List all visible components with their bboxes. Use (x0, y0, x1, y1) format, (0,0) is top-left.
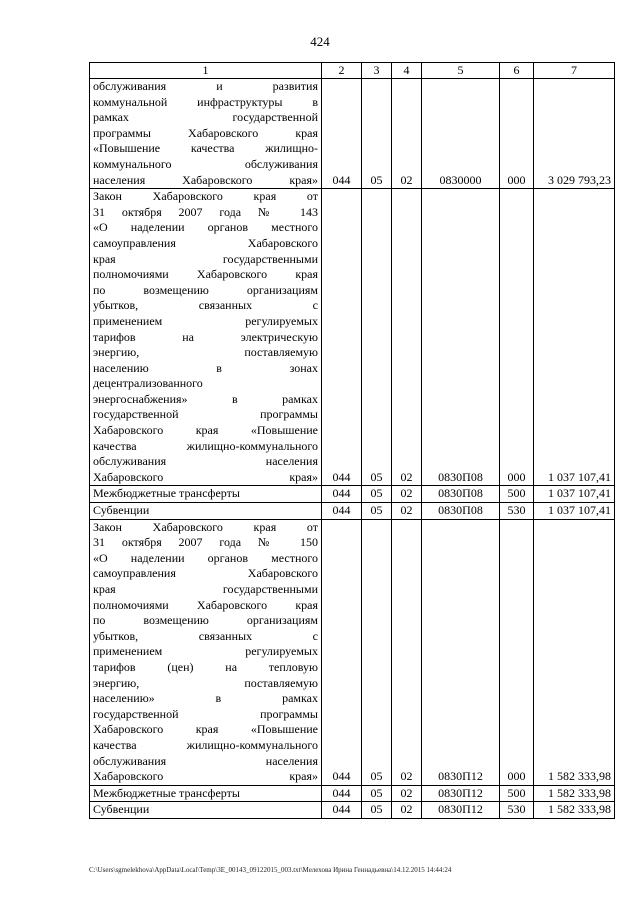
expense-type-cell: 530 (500, 802, 534, 819)
row-name-line: Субвенции (93, 802, 150, 817)
target-article-cell: 0830П12 (422, 519, 500, 785)
row-name-line: применением регулируемых (93, 313, 318, 328)
code-cell: 044 (322, 519, 362, 785)
row-name-line: Межбюджетные трансферты (93, 486, 240, 501)
row-name-line: тарифов на электрическую (93, 329, 318, 344)
amount-cell: 1 037 107,41 (534, 189, 615, 486)
target-article-cell: 0830П12 (422, 802, 500, 819)
row-name-line: тарифов (цен) на тепловую (93, 659, 318, 674)
row-name-line: Закон Хабаровского края от (93, 519, 318, 534)
code-cell: 044 (322, 486, 362, 503)
section-cell: 05 (362, 519, 392, 785)
row-name-line: применением регулируемых (93, 644, 318, 659)
row-name-cell (90, 486, 322, 503)
target-article-cell: 0830П08 (422, 486, 500, 503)
code-cell: 044 (322, 189, 362, 486)
subsection-cell: 02 (392, 189, 422, 486)
expense-type-cell: 530 (500, 503, 534, 520)
row-name-cell (90, 189, 322, 486)
row-name-line: рамках государственной (93, 110, 318, 125)
row-name-line: программы Хабаровского края (93, 125, 318, 140)
code-cell: 044 (322, 802, 362, 819)
row-name-line: энергоснабжения» в рамках (93, 391, 318, 406)
column-header: 7 (534, 63, 615, 79)
row-name-cell (90, 519, 322, 785)
subsection-cell: 02 (392, 503, 422, 520)
table-row (90, 785, 615, 802)
row-name-line: децентрализованного (93, 376, 203, 391)
amount-cell: 1 037 107,41 (534, 486, 615, 503)
row-name-line: Хабаровского края» (93, 469, 318, 484)
code-cell: 044 (322, 785, 362, 802)
section-cell: 05 (362, 486, 392, 503)
row-name-line: Хабаровского края «Повышение (93, 722, 318, 737)
row-name-line: «О наделении органов местного (93, 550, 318, 565)
row-name-line: государственной программы (93, 706, 318, 721)
subsection-cell: 02 (392, 79, 422, 189)
amount-cell: 1 582 333,98 (534, 802, 615, 819)
expense-type-cell: 000 (500, 189, 534, 486)
section-cell: 05 (362, 802, 392, 819)
column-header: 3 (362, 63, 392, 79)
row-name-line: самоуправления Хабаровского (93, 566, 318, 581)
row-name-line: края государственными (93, 582, 318, 596)
target-article-cell: 0830П12 (422, 785, 500, 802)
amount-cell: 1 582 333,98 (534, 519, 615, 785)
row-name-line: 31 октября 2007 года № 143 (93, 204, 318, 219)
row-name-line: энергию, поставляемую (93, 345, 318, 360)
row-name-line: Хабаровского края «Повышение (93, 423, 318, 438)
section-cell: 05 (362, 785, 392, 802)
row-name-line: убытков, связанных с (93, 628, 318, 643)
row-name-line: обслуживания населения (93, 454, 318, 469)
table-row (90, 802, 615, 819)
row-name-line: края государственными (93, 251, 318, 266)
subsection-cell: 02 (392, 519, 422, 785)
row-name-line: государственной программы (93, 407, 318, 422)
row-name-line: населению» в рамках (93, 691, 318, 706)
expense-type-cell: 000 (500, 519, 534, 785)
target-article-cell: 0830П08 (422, 189, 500, 486)
row-name-line: «Повышение качества жилищно- (93, 141, 318, 156)
expense-type-cell: 500 (500, 486, 534, 503)
row-name-line: самоуправления Хабаровского (93, 235, 318, 250)
amount-cell: 1 582 333,98 (534, 785, 615, 802)
expense-type-cell: 500 (500, 785, 534, 802)
row-name-line: населению в зонах (93, 360, 318, 375)
section-cell: 05 (362, 503, 392, 520)
table-row (90, 503, 615, 520)
row-name-line: 31 октября 2007 года № 150 (93, 535, 318, 550)
row-name-line: Закон Хабаровского края от (93, 189, 318, 204)
row-name-cell (90, 79, 322, 189)
file-path-footer: C:\Users\sgmelekhova\AppData\Local\Temp\3E_00143_09122015_003.txt\Мелехова Ирина Геннадьевна\14.12.2015 14:44:24 (89, 866, 452, 874)
row-name-line: полномочиями Хабаровского края (93, 597, 318, 612)
subsection-cell: 02 (392, 785, 422, 802)
row-name-line: качества жилищно-коммунального (93, 438, 318, 453)
column-header: 5 (422, 63, 500, 79)
table-row (90, 486, 615, 503)
row-name-line: «О наделении органов местного (93, 220, 318, 235)
row-name-line: энергию, поставляемую (93, 675, 318, 690)
table-row (90, 79, 615, 189)
subsection-cell: 02 (392, 802, 422, 819)
column-header: 1 (90, 63, 322, 79)
row-name-cell (90, 503, 322, 520)
target-article-cell: 0830П08 (422, 503, 500, 520)
row-name-cell (90, 785, 322, 802)
row-name-line: качества жилищно-коммунального (93, 737, 318, 752)
row-name-line: полномочиями Хабаровского края (93, 267, 318, 282)
page-number: 424 (310, 34, 330, 49)
row-name-line: по возмещению организациям (93, 282, 318, 297)
section-cell: 05 (362, 189, 392, 486)
expense-type-cell: 000 (500, 79, 534, 189)
row-name-line: обслуживания и развития (93, 79, 318, 93)
row-name-line: по возмещению организациям (93, 613, 318, 628)
row-name-cell (90, 802, 322, 819)
section-cell: 05 (362, 79, 392, 189)
budget-table (89, 62, 615, 819)
row-name-line: убытков, связанных с (93, 298, 318, 313)
row-name-line: коммунальной инфраструктуры в (93, 94, 318, 109)
row-name-line: Хабаровского края» (93, 769, 318, 784)
column-header: 6 (500, 63, 534, 79)
row-name-line: Субвенции (93, 503, 150, 518)
amount-cell: 1 037 107,41 (534, 503, 615, 520)
column-header: 4 (392, 63, 422, 79)
row-name-line: Межбюджетные трансферты (93, 785, 240, 800)
row-name-line: обслуживания населения (93, 753, 318, 768)
column-header: 2 (322, 63, 362, 79)
target-article-cell: 0830000 (422, 79, 500, 189)
amount-cell: 3 029 793,23 (534, 79, 615, 189)
code-cell: 044 (322, 79, 362, 189)
table-header-row (90, 63, 615, 79)
table-row (90, 189, 615, 486)
row-name-line: коммунального обслуживания (93, 156, 318, 171)
subsection-cell: 02 (392, 486, 422, 503)
table-row (90, 519, 615, 785)
code-cell: 044 (322, 503, 362, 520)
row-name-line: населения Хабаровского края» (93, 172, 318, 187)
